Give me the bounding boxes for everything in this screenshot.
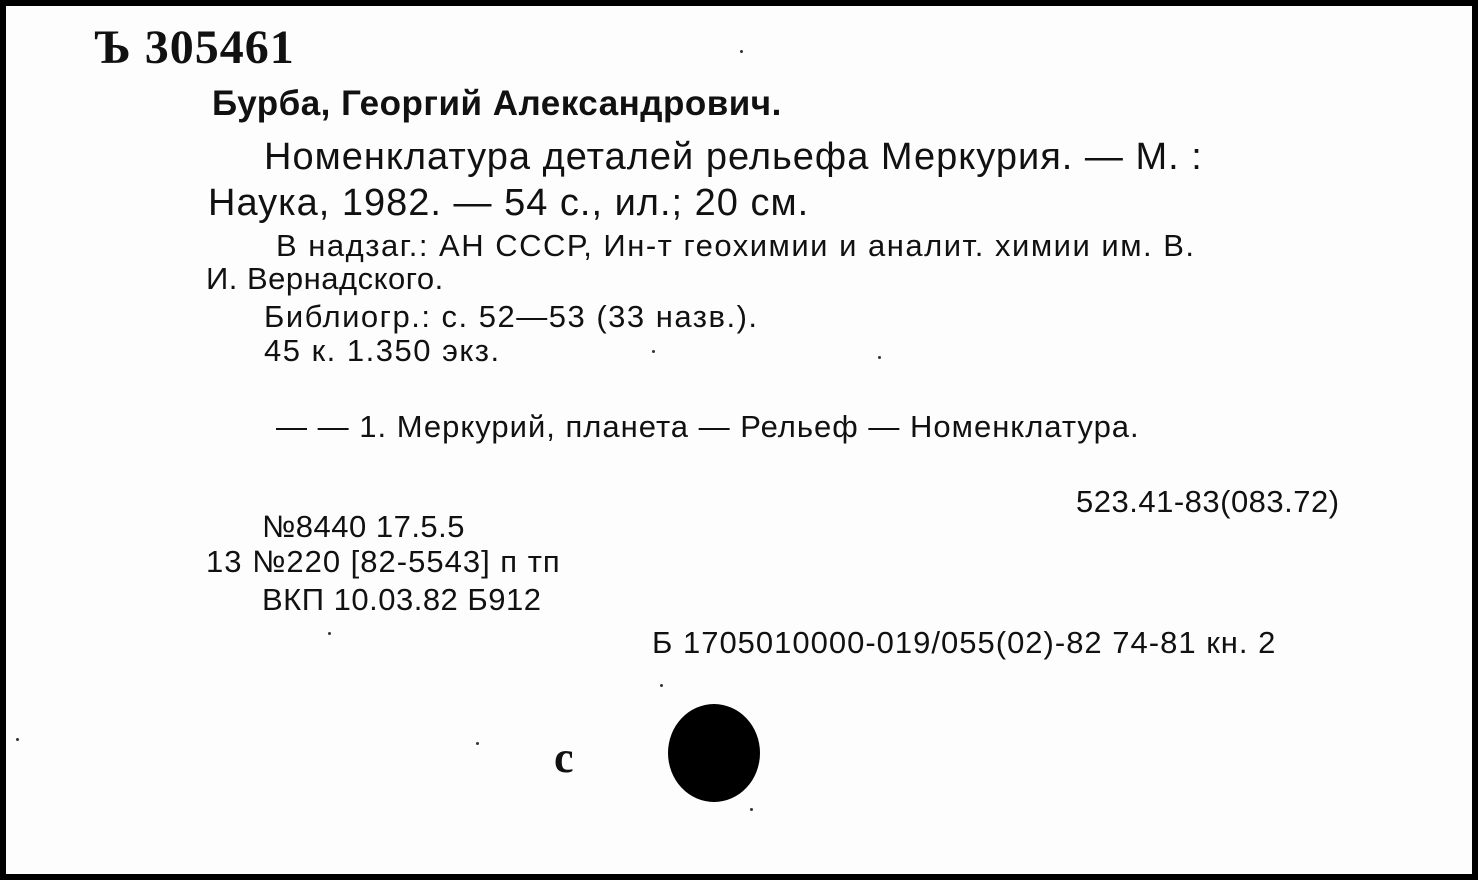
speck [740,50,743,53]
note-line-2: И. Вернадского. [206,261,444,296]
registration-line-2: 13 №220 [82-5543] п тп [206,544,561,579]
registration-line-1: №8440 17.5.5 [262,509,466,544]
title-line-2: Наука, 1982. — 54 с., ил.; 20 см. [208,182,810,224]
card-symbol: с [554,733,575,782]
call-number: Ъ 305461 [94,21,295,74]
udc-class: 523.41-83(083.72) [1076,484,1340,519]
title-line-1: Номенклатура деталей рельефа Меркурия. — М. : [264,136,1203,178]
punch-hole [668,704,760,802]
speck [16,738,19,741]
subject-headings: — — 1. Меркурий, планета — Рельеф — Номенклатура. [276,409,1140,444]
speck [878,356,881,359]
speck [660,684,663,687]
price-print-run: 45 к. 1.350 экз. [264,333,501,368]
speck [328,632,331,635]
note-line-1: В надзаг.: АН СССР, Ин-т геохимии и аналит. химии им. В. [276,228,1196,263]
author-heading: Бурба, Георгий Александрович. [212,84,782,123]
speck [750,808,753,811]
catalog-index-line: Б 1705010000-019/055(02)-82 74-81 кн. 2 [652,625,1277,660]
registration-line-3: ВКП 10.03.82 Б912 [262,582,542,617]
speck [652,350,655,353]
bibliography-note: Библиогр.: с. 52—53 (33 назв.). [264,299,759,334]
speck [476,742,479,745]
